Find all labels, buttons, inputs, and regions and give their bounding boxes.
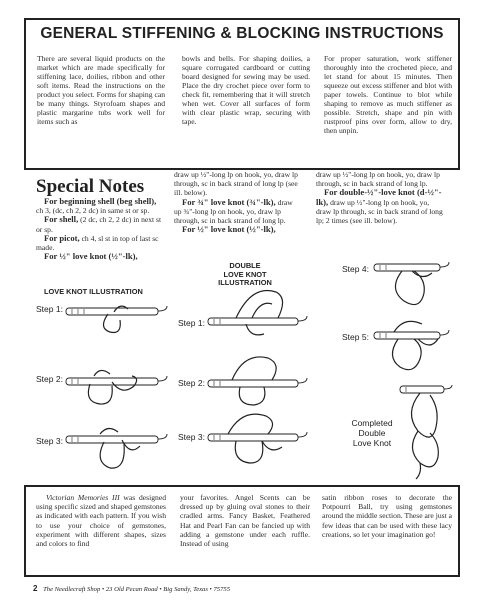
notes-column-1 [36,197,162,261]
step-5-label: Step 5: [342,332,369,342]
gemstones-note-box [24,485,460,577]
instructions-column-2 [182,54,310,126]
double-love-knot-step-2-illustration [206,354,312,410]
step-1-label: Step 1: [36,304,63,314]
instructions-paragraph: There are several liquid products on the market which are made specifically for stiffening lace, doilies, ribbon and other soft items. Read the instructions on the product you select. Forms for shaping can be many things. Styrofoam shapes and plastic margarine tubs work well for items such as [37,54,165,126]
gemstones-paragraph: your favorites. Angel Scents can be dressed up by gluing oval stones to their cradled arms. Fancy Basket, Feathered Hat and Pearl Fan can be fancied up with adding a gemstone under each ruffle. Instead of using [180,493,310,549]
notes-column-3 [316,170,444,225]
completed-double-love-knot-label: Completed Double Love Knot [351,418,393,448]
notes-column-2 [174,170,302,234]
love-knot-step-1-illustration [64,292,172,338]
double-love-knot-step-1-illustration [206,284,312,344]
note-one-half-love-knot-cont: draw up ½"-long lp on hook, yo, draw lp through, sc in back strand of long lp. [316,170,440,189]
gemstones-paragraph: satin ribbon roses to decorate the Potpourri Ball, try using gemstones around the middle section. These are just a few ideas that can be used with these lacy creations, so let your imagination go! [322,493,452,539]
note-three-quarter-love-knot: For ¾" love knot (¾"-lk), draw up ¾"-long lp on hook, yo, draw lp through, sc in back strand of long lp. [174,196,293,226]
publisher-address: The Needlecraft Shop • 23 Old Pecan Road • Big Sandy, Texas • 75755 [43,586,230,593]
section-title: GENERAL STIFFENING & BLOCKING INSTRUCTIONS [40,25,444,42]
step-4-label: Step 4: [342,264,369,274]
step-1-label: Step 1: [178,318,205,328]
note-one-half-love-knot: For ½" love knot (½"-lk), [182,224,276,235]
gemstones-column-2 [180,493,310,548]
gemstones-column-1 [36,493,166,548]
step-2-label: Step 2: [36,374,63,384]
page-number: 2 [33,584,38,593]
step-3-label: Step 3: [36,436,63,446]
double-love-knot-step-3-illustration [206,410,312,470]
note-double-love-knot: For double-½"-love knot (d-½"-lk), draw up ½"-long lp on hook, yo, draw lp through, sc in back strand of long lp; 2 times (see ill. below). [316,187,443,226]
note-half-love-knot-cont: draw up ½"-long lp on hook, yo, draw lp through, sc in back strand of long lp (see ill. below). [174,170,298,198]
double-love-knot-caption: DOUBLE LOVE KNOT ILLUSTRATION [218,261,272,287]
double-love-knot-step-5-illustration [372,316,456,378]
note-picot: For picot, ch 4, sl st in top of last sc made. [36,232,159,253]
double-love-knot-step-4-illustration [372,256,456,314]
note-shell: For shell, (2 dc, ch 2, 2 dc) in next st or sp. [36,214,162,234]
note-beg-shell: For beginning shell (beg shell), ch 3, (dc, ch 2, 2 dc) in same st or sp. [36,196,157,216]
stiffening-instructions-box [24,18,460,170]
completed-double-love-knot-illustration [398,382,456,482]
page-footer [33,584,230,593]
love-knot-step-2-illustration [64,362,172,410]
step-3-label: Step 3: [178,432,205,442]
special-notes-title: Special Notes [36,176,145,197]
instructions-paragraph: bowls and bells. For shaping doilies, a square corrugated cardboard or cutting board designed for sewing may be used. Place the dry crochet piece over form to check fit, remembering that it will stretch when wet. Cover all surfaces of form with clear plastic wrap, securing with tape. [182,54,310,126]
step-2-label: Step 2: [178,378,205,388]
instructions-column-1 [37,54,165,126]
gemstones-column-3 [322,493,452,539]
gemstones-paragraph: Victorian Memories III was designed using specific sized and shaped gemstones as indicated with each pattern. If you wish to use your choice of gemstones, experiment with different shapes, sizes and colors to find [36,493,167,549]
instructions-paragraph: For proper saturation, work stiffener thoroughly into the crocheted piece, and let stand for about 15 minutes. Then squeeze out excess stiffener and blot with paper towels. Continue to blot while shaping to remove as much stiffener as possible. Stretch, shape and pin with rustproof pins over form, allow to dry, then unpin. [324,54,452,135]
love-knot-caption: LOVE KNOT ILLUSTRATION [44,287,143,296]
love-knot-step-3-illustration [64,420,172,472]
note-half-love-knot: For ½" love knot (½"-lk), [44,251,138,262]
instructions-column-3 [324,54,452,135]
